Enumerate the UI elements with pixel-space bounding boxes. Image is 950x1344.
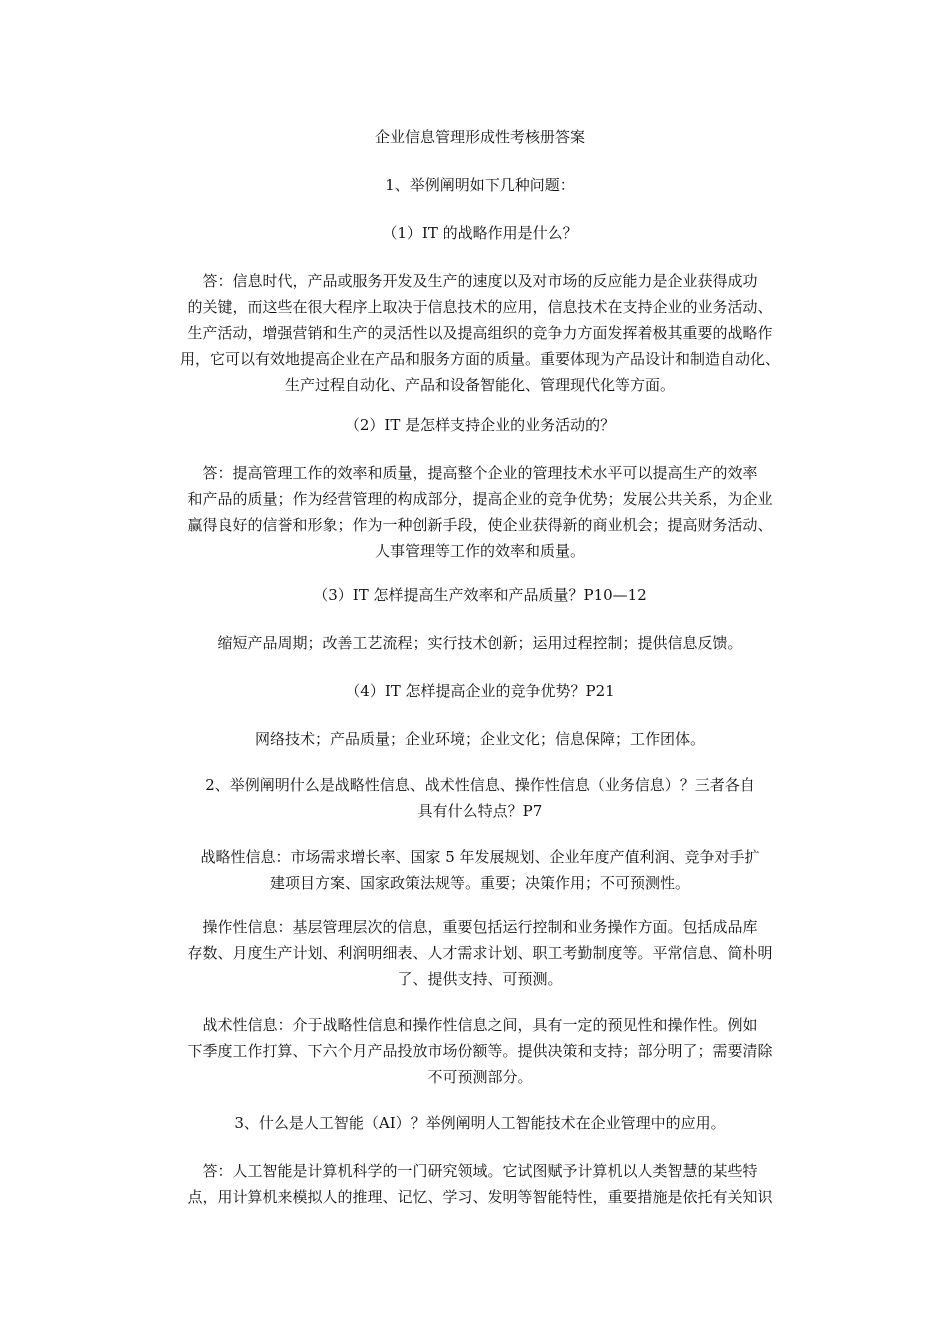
question-1-1-answer (145, 268, 815, 398)
q2-heading-line: 2、举例阐明什么是战略性信息、战术性信息、操作性信息（业务信息）？三者各自 (205, 776, 755, 794)
tactical-info-paragraph (145, 1012, 815, 1090)
q1-4-answer-text: 网络技术；产品质量；企业环境；企业文化；信息保障；工作团体。 (254, 730, 705, 748)
q1-2-answer-line: 赢得良好的信誉和形象；作为一种创新手段，使企业获得新的商业机会；提高财务活动、 (187, 516, 773, 534)
strategic-info-paragraph (145, 844, 815, 896)
title-text: 企业信息管理形成性考核册答案 (374, 128, 585, 146)
tactical-info-line: 不可预测部分。 (427, 1068, 533, 1086)
q1-2-answer-line: 人事管理等工作的效率和质量。 (374, 542, 585, 560)
q3-answer-line: 答：人工智能是计算机科学的一门研究领域。它试图赋予计算机以人类智慧的某些特 (202, 1162, 758, 1180)
question-2-heading (145, 772, 815, 824)
operational-info-line: 操作性信息：基层管理层次的信息，重要包括运行控制和业务操作方面。包括成品库 (202, 918, 758, 936)
tactical-info-line: 战术性信息：介于战略性信息和操作性信息之间，具有一定的预见性和操作性。例如 (202, 1016, 758, 1034)
operational-info-line: 了、提供支持、可预测。 (397, 970, 563, 988)
question-1-heading (145, 172, 815, 198)
q1-2-heading-text: （2）IT 是怎样支持企业的业务活动的？ (344, 416, 616, 434)
question-1-2-answer (145, 460, 815, 564)
question-3-answer (145, 1158, 815, 1210)
q1-1-answer-line: 的关键，而这些在很大程序上取决于信息技术的应用，信息技术在支持企业的业务活动、 (187, 298, 773, 316)
q1-1-answer-line: 用，它可以有效地提高企业在产品和服务方面的质量。重要体现为产品设计和制造自动化、 (179, 350, 780, 368)
q1-1-heading-text: （1）IT 的战略作用是什么？ (382, 224, 578, 242)
q3-heading-text: 3、什么是人工智能（AI）？举例阐明人工智能技术在企业管理中的应用。 (234, 1114, 726, 1132)
q1-3-heading-text: （3）IT 怎样提高生产效率和产品质量？P10—12 (313, 586, 647, 604)
question-1-4-answer (145, 726, 815, 752)
operational-info-line: 存数、月度生产计划、利润明细表、人才需求计划、职工考勤制度等。平常信息、简朴明 (187, 944, 773, 962)
q1-1-answer-line: 生产过程自动化、产品和设备智能化、管理现代化等方面。 (284, 376, 675, 394)
question-1-2-heading (145, 412, 815, 438)
question-1-1-heading (145, 220, 815, 246)
question-1-3-answer (145, 630, 815, 656)
q2-heading-line: 具有什么特点？P7 (417, 802, 543, 820)
q1-2-answer-line: 答：提高管理工作的效率和质量，提高整个企业的管理技术水平可以提高生产的效率 (202, 464, 758, 482)
q1-4-heading-text: （4）IT 怎样提高企业的竞争优势？P21 (345, 682, 615, 700)
question-1-3-heading (145, 582, 815, 608)
strategic-info-line: 战略性信息：市场需求增长率、国家 5 年发展规划、企业年度产值利润、竞争对手扩 (200, 848, 760, 866)
q1-3-answer-text: 缩短产品周期；改善工艺流程；实行技术创新；运用过程控制；提供信息反馈。 (217, 634, 743, 652)
document-title (145, 124, 815, 150)
question-1-4-heading (145, 678, 815, 704)
q1-1-answer-line: 答：信息时代，产品或服务开发及生产的速度以及对市场的反应能力是企业获得成功 (202, 272, 758, 290)
q1-heading-text: 1、举例阐明如下几种问题： (385, 176, 575, 194)
q1-2-answer-line: 和产品的质量；作为经营管理的构成部分，提高企业的竞争优势；发展公共关系，为企业 (187, 490, 773, 508)
strategic-info-line: 建项目方案、国家政策法规等。重要；决策作用；不可预测性。 (269, 874, 690, 892)
question-3-heading (145, 1110, 815, 1136)
q1-1-answer-line: 生产活动，增强营销和生产的灵活性以及提高组织的竞争力方面发挥着极其重要的战略作 (187, 324, 773, 342)
q3-answer-line: 点，用计算机来模拟人的推理、记忆、学习、发明等智能特性，重要措施是依托有关知识 (187, 1188, 773, 1206)
tactical-info-line: 下季度工作打算、下六个月产品投放市场份额等。提供决策和支持；部分明了；需要清除 (187, 1042, 773, 1060)
operational-info-paragraph (145, 914, 815, 992)
